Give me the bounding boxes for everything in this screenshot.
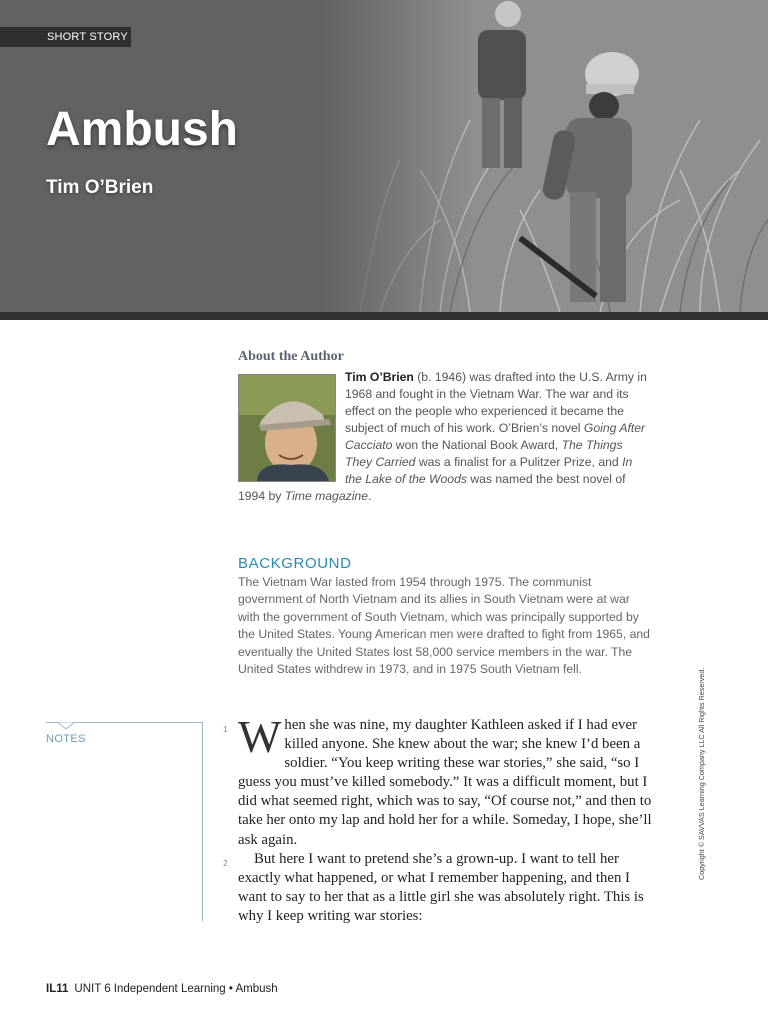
page-footer — [46, 983, 278, 995]
story-title: Ambush — [46, 103, 238, 156]
drop-cap: W — [238, 711, 282, 762]
paragraph-1-text: hen she was nine, my daughter Kathleen asked if I had ever killed anyone. She knew about the war; she knew I’d been a soldier. “You keep writing these war stories,” she said, “so I guess you must’ve killed somebody.” It was a difficult moment, but I did what seemed right, which was to say, “Of course not,” and then to take her onto my lap and hold her for a while. Someday, I hope, she’ll ask again. — [238, 717, 652, 848]
background-text: The Vietnam War lasted from 1954 through 1975. The communist government of North Vietnam and its allies in South Vietnam were at war with the government of South Vietnam, which was principally supported by the United States. Young American men were drafted to fight from 1965, and eventually the United States lost 58,000 service members in the war. The United States withdrew in 1973, and in 1975 South Vietnam fell. — [238, 575, 650, 677]
notes-label: NOTES — [46, 733, 86, 745]
paragraph-2-text: But here I want to pretend she’s a grown-up. I want to tell her exactly what happened, or what I remember happening, and then I want to say to her that as a little girl she was absolutely right. This is why I keep writing war stories: — [238, 850, 644, 924]
paragraph-number-1: 1 — [223, 724, 228, 734]
background-heading: BACKGROUND — [238, 555, 352, 572]
notes-notch-icon — [58, 722, 74, 730]
story-body — [223, 711, 658, 926]
about-author-text — [238, 369, 652, 505]
bio-text-5: . — [367, 489, 372, 503]
header-banner — [0, 0, 768, 312]
notes-box — [46, 722, 203, 921]
novel-title-3: In the Lake of the Woods — [345, 455, 633, 486]
short-story-tag: SHORT STORY — [0, 27, 131, 47]
paragraph-2 — [223, 850, 658, 926]
paragraph-number-2: 2 — [223, 857, 228, 868]
novel-title-1: Going After Cacciato — [345, 421, 646, 452]
portrait-spacer — [238, 369, 345, 484]
bio-text-1: (b. 1946) was drafted into the U.S. Army in 1968 and fought in the Vietnam War. The war and its effect on the people who experienced it became the subject of much of his work. O’Brien’s novel — [345, 370, 647, 435]
bio-text-3: was a finalist for a Pulitzer Prize, and — [415, 455, 623, 469]
copyright-notice: Copyright © SAVVAS Learning Company LLC All Rights Reserved. — [697, 667, 706, 880]
about-author-heading: About the Author — [238, 349, 344, 364]
footer-text: UNIT 6 Independent Learning • Ambush — [74, 983, 278, 995]
paragraph-1 — [223, 711, 658, 850]
page-number: IL11 — [46, 983, 69, 995]
bio-text-2: won the National Book Award, — [392, 438, 562, 452]
novel-title-2: The Things They Carried — [345, 438, 623, 469]
author-name: Tim O’Brien — [46, 177, 154, 198]
author-bio-name: Tim O’Brien — [345, 370, 414, 384]
banner-divider — [0, 312, 768, 320]
magazine-title: Time magazine — [284, 489, 368, 503]
bio-text-4: was named the best novel of 1994 by — [238, 472, 626, 503]
